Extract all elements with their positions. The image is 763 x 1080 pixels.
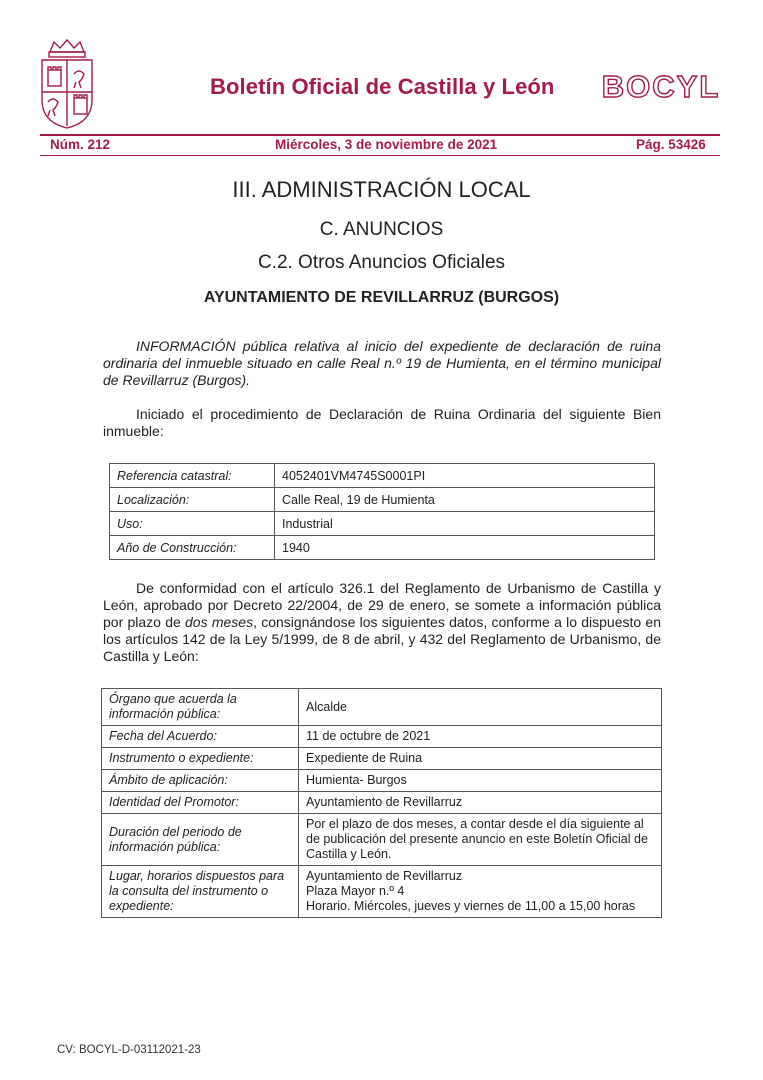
- table-row: [102, 866, 662, 918]
- row-value-line: Ayuntamiento de Revillarruz: [306, 869, 463, 883]
- property-table: [109, 463, 655, 560]
- row-label: Año de Construcción:: [110, 536, 275, 560]
- row-label: Referencia catastral:: [110, 464, 275, 488]
- issuer-heading: AYUNTAMIENTO DE REVILLARRUZ (BURGOS): [203, 289, 560, 306]
- table-row: [102, 689, 662, 726]
- row-value: Ayuntamiento de Revillarruz: [299, 792, 662, 814]
- legal-text-a: De conformidad con el artículo 326.1 del Reglamento de Urbanismo de Castilla y León, aprobado por Decreto 22/2004, de 29 de enero, se somete a información pública por plazo de: [103, 580, 661, 630]
- issue-number: Núm. 212: [50, 137, 111, 152]
- row-value: 1940: [275, 536, 655, 560]
- cv-code: CV: BOCYL-D-03112021-23: [57, 1044, 201, 1056]
- row-label: Lugar, horarios dispuestos para la consulta del instrumento o expediente:: [102, 866, 299, 918]
- row-label: Fecha del Acuerdo:: [102, 726, 299, 748]
- row-label: Órgano que acuerda la información pública:: [102, 689, 299, 726]
- header-rule-top: [40, 134, 720, 136]
- public-info-table: [101, 688, 662, 918]
- table-row: [110, 512, 655, 536]
- row-value: 11 de octubre de 2021: [299, 726, 662, 748]
- category-heading: C.2. Otros Anuncios Oficiales: [257, 252, 506, 273]
- row-value-line: Plaza Mayor n.º 4: [306, 884, 405, 898]
- row-value-line: Horario. Miércoles, jueves y viernes de 11,00 a 15,00 horas: [306, 899, 636, 913]
- row-value: 4052401VM4745S0001PI: [275, 464, 655, 488]
- header-rule-bottom: [40, 155, 720, 156]
- table-row: [110, 488, 655, 512]
- coat-of-arms-icon: [36, 38, 98, 130]
- announcement-summary: INFORMACIÓN pública relativa al inicio del expediente de declaración de ruina ordinaria del inmueble situado en calle Real n.º 19 de Humienta, en el término municipal de Revillarruz (Burgos).: [103, 338, 661, 388]
- bocyl-logo-icon: [598, 70, 724, 102]
- table-row: [102, 792, 662, 814]
- row-value: Alcalde: [299, 689, 662, 726]
- legal-paragraph: [103, 580, 661, 665]
- page-number: Pág. 53426: [636, 137, 706, 152]
- table-row: [102, 770, 662, 792]
- row-value: Industrial: [275, 512, 655, 536]
- row-label: Duración del periodo de información pública:: [102, 814, 299, 866]
- row-label: Uso:: [110, 512, 275, 536]
- procedure-intro: Iniciado el procedimiento de Declaración de Ruina Ordinaria del siguiente Bien inmueble:: [103, 406, 661, 439]
- bulletin-title: Boletín Oficial de Castilla y León: [210, 74, 555, 99]
- row-value: Expediente de Ruina: [299, 748, 662, 770]
- table-row: [102, 748, 662, 770]
- section-heading: III. ADMINISTRACIÓN LOCAL: [232, 177, 531, 202]
- table-row: [110, 464, 655, 488]
- table-row: [102, 726, 662, 748]
- row-label: Identidad del Promotor:: [102, 792, 299, 814]
- row-value: Calle Real, 19 de Humienta: [275, 488, 655, 512]
- row-label: Ámbito de aplicación:: [102, 770, 299, 792]
- row-value: Humienta- Burgos: [299, 770, 662, 792]
- row-label: Instrumento o expediente:: [102, 748, 299, 770]
- subsection-heading: C. ANUNCIOS: [319, 219, 444, 240]
- svg-text:BOCYL: BOCYL: [601, 70, 721, 102]
- issue-date: Miércoles, 3 de noviembre de 2021: [275, 137, 498, 152]
- legal-text-b: , consignándose los siguientes datos, conforme a lo dispuesto en los artículos 142 de la Ley 5/1999, de 8 de abril, y 432 del Reglamento de Urbanismo, de Castilla y León:: [103, 614, 661, 664]
- table-row: [110, 536, 655, 560]
- row-value: [299, 866, 662, 918]
- row-value: Por el plazo de dos meses, a contar desde el día siguiente al de publicación del presente anuncio en este Boletín Oficial de Castilla y León.: [299, 814, 662, 866]
- table-row: [102, 814, 662, 866]
- page-header: [0, 0, 763, 160]
- row-label: Localización:: [110, 488, 275, 512]
- legal-text-emphasis: dos meses: [185, 614, 254, 630]
